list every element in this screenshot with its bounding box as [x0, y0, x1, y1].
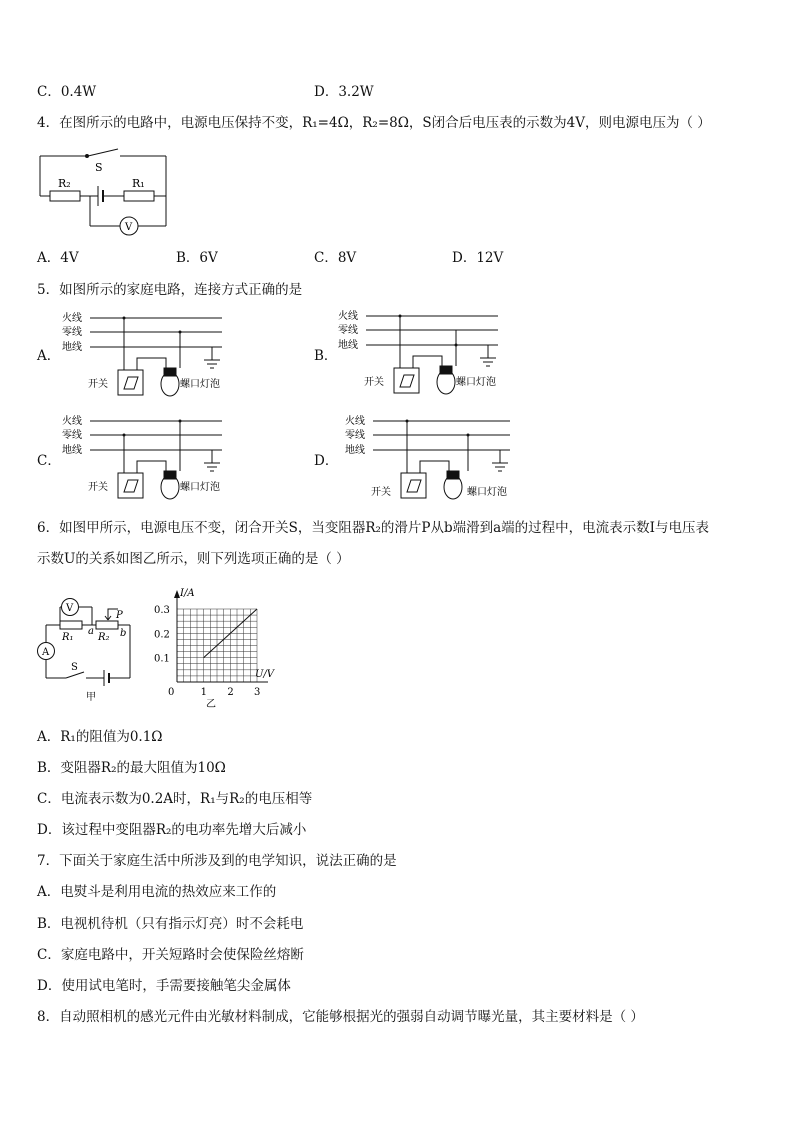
circuit-diagram-q4: [38, 148, 170, 238]
live-wire-label-b: 火线: [338, 311, 358, 322]
question-7-stem: 7．下面关于家庭生活中所涉及到的电学知识，说法正确的是: [37, 853, 397, 869]
q7-option-a: A．电熨斗是利用电流的热效应来工作的: [37, 884, 277, 900]
y-tick-label: 0.1: [154, 653, 170, 665]
q6-a-end-label: a: [88, 626, 94, 637]
q4-option-a: A．4V: [37, 250, 79, 266]
bulb-label-b: 螺口灯泡: [456, 377, 496, 388]
q5-option-c-letter: C．: [37, 453, 61, 469]
option-d-prev: D．3.2W: [314, 84, 374, 100]
q5-option-a-letter: A．: [37, 348, 61, 364]
bulb-label-c: 螺口灯泡: [180, 482, 220, 493]
switch-label-a: 开关: [88, 379, 108, 390]
question-6-stem-line1: 6．如图甲所示，电源电压不变，闭合开关S，当变阻器R₂的滑片P从b端滑到a端的过程中，电流表示数I与电压表: [37, 520, 710, 536]
switch-label-d: 开关: [371, 487, 391, 498]
y-tick-label: 0.2: [154, 629, 170, 641]
option-c-prev: C．0.4W: [37, 84, 97, 100]
q6-r1-label: R₁: [62, 632, 74, 643]
y-axis-label: I/A: [180, 588, 195, 599]
q6-ammeter-label: A: [42, 647, 50, 658]
r1-label: R₁: [132, 177, 145, 190]
q6-fig-caption-yi: 乙: [206, 699, 216, 710]
household-circuit-b: [338, 308, 508, 405]
q7-option-d: D．使用试电笔时，手需要接触笔尖金属体: [37, 978, 291, 994]
q6-r2-label: R₂: [98, 632, 110, 643]
voltmeter-label: V: [125, 222, 133, 233]
q7-option-b: B．电视机待机（只有指示灯亮）时不会耗电: [37, 916, 304, 932]
ground-wire-label-b: 地线: [338, 340, 358, 351]
y-tick-label: 0.3: [154, 605, 170, 616]
q7-option-c: C．家庭电路中，开关短路时会使保险丝熔断: [37, 947, 304, 963]
neutral-wire-label-c: 零线: [62, 430, 82, 441]
q5-option-b-letter: B．: [314, 348, 338, 364]
switch-label-b: 开关: [364, 377, 384, 388]
question-8-stem: 8．自动照相机的感光元件由光敏材料制成，它能够根据光的强弱自动调节曝光量，其主要材料是（ ）: [37, 1009, 644, 1025]
live-wire-label-a: 火线: [62, 313, 82, 324]
ground-wire-label-d: 地线: [345, 445, 365, 456]
q6-switch-label: S: [71, 662, 78, 673]
q5-option-d-letter: D．: [314, 453, 339, 469]
q6-option-b: B．变阻器R₂的最大阻值为10Ω: [37, 760, 226, 776]
x-axis-label: U/V: [255, 669, 275, 680]
q4-option-c: C．8V: [314, 250, 357, 266]
neutral-wire-label-d: 零线: [345, 430, 365, 441]
question-5-stem: 5．如图所示的家庭电路，连接方式正确的是: [37, 282, 303, 298]
bulb-label-a: 螺口灯泡: [180, 379, 220, 390]
q6-option-c: C．电流表示数为0.2A时，R₁与R₂的电压相等: [37, 791, 313, 807]
q6-option-a: A．R₁的阻值为0.1Ω: [37, 729, 163, 745]
bulb-label-d: 螺口灯泡: [467, 487, 507, 498]
q6-p-label: P: [116, 610, 123, 621]
ground-wire-label-c: 地线: [62, 445, 82, 456]
neutral-wire-label-a: 零线: [62, 327, 82, 338]
household-circuit-d: [345, 413, 520, 510]
question-6-stem-line2: 示数U的关系如图乙所示，则下列选项正确的是（ ）: [37, 551, 350, 567]
question-4-stem: 4．在图所示的电路中，电源电压保持不变，R₁=4Ω，R₂=8Ω，S闭合后电压表的示数为4V，则电源电压为（ ）: [37, 115, 711, 131]
x-tick-label: 1: [200, 687, 208, 698]
live-wire-label-c: 火线: [62, 416, 82, 427]
q4-option-d: D．12V: [452, 250, 504, 266]
live-wire-label-d: 火线: [345, 416, 365, 427]
x-tick-label: 2: [227, 687, 234, 698]
x-tick-label: 3: [254, 687, 261, 698]
r2-label: R₂: [58, 177, 71, 190]
q6-b-end-label: b: [120, 628, 127, 639]
iu-graph-yi: [150, 582, 285, 710]
household-circuit-c: [62, 413, 232, 510]
q6-option-d: D．该过程中变阻器R₂的电功率先增大后减小: [37, 822, 307, 838]
switch-label-c: 开关: [88, 482, 108, 493]
ground-wire-label-a: 地线: [62, 342, 82, 353]
q6-fig-caption-jia: 甲: [86, 692, 96, 702]
household-circuit-a: [62, 310, 232, 405]
neutral-wire-label-b: 零线: [338, 325, 358, 336]
x-tick-label: 0: [168, 687, 175, 698]
switch-label: S: [95, 161, 103, 174]
q6-voltmeter-label: V: [66, 603, 74, 614]
q4-option-b: B．6V: [176, 250, 218, 266]
circuit-diagram-q6-jia: [36, 592, 134, 702]
